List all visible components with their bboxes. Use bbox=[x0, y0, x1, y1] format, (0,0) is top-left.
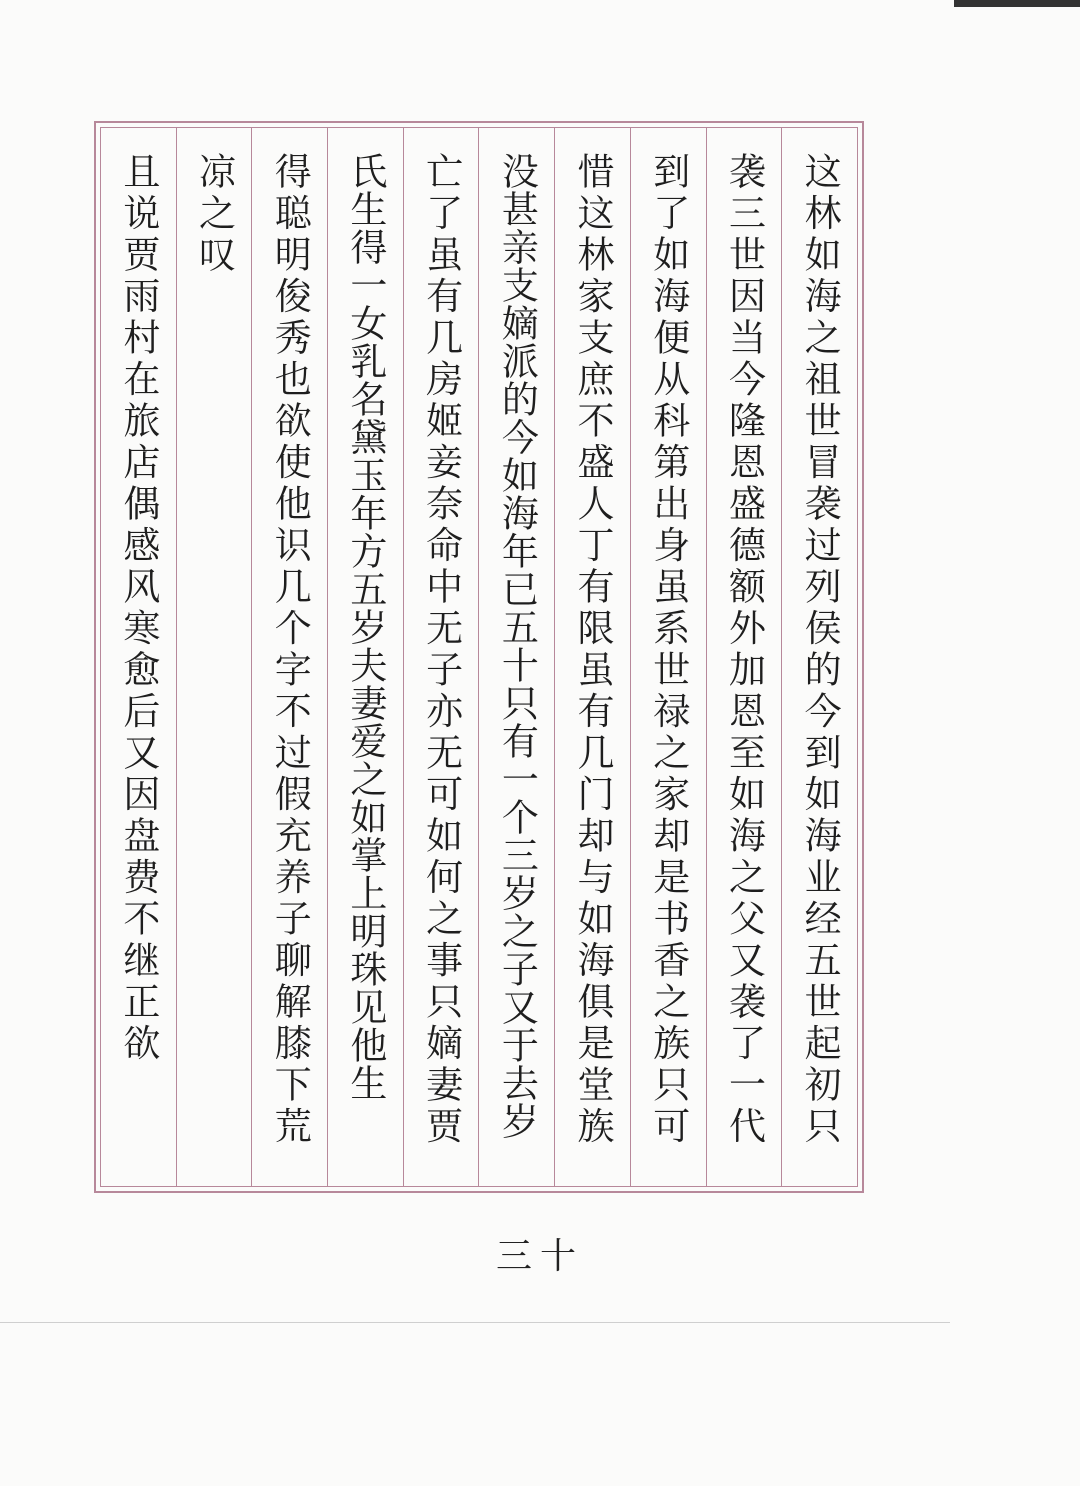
text-column-3 bbox=[630, 128, 706, 1186]
column-text: 没甚亲支嫡派的今如海年已五十只有一个三岁之子又于去岁 bbox=[495, 152, 539, 1140]
text-column-2 bbox=[706, 128, 782, 1186]
text-column-10 bbox=[101, 128, 176, 1186]
column-text: 这林如海之祖世冒袭过列侯的今到如海业经五世起初只 bbox=[798, 152, 842, 1148]
manuscript-grid bbox=[100, 127, 858, 1187]
text-column-8 bbox=[251, 128, 327, 1186]
column-text: 氏生得一女乳名黛玉年方五岁夫妻爱之如掌上明珠见他生 bbox=[343, 152, 387, 1102]
bottom-divider bbox=[0, 1322, 950, 1323]
column-text: 得聪明俊秀也欲使他识几个字不过假充养子聊解膝下荒 bbox=[268, 152, 312, 1148]
text-column-9 bbox=[176, 128, 252, 1186]
column-text: 惜这林家支庶不盛人丁有限虽有几门却与如海俱是堂族 bbox=[571, 152, 615, 1148]
column-text: 且说贾雨村在旅店偶感风寒愈后又因盘费不继正欲 bbox=[116, 152, 160, 1065]
column-text: 凉之叹 bbox=[192, 152, 236, 277]
text-column-7 bbox=[327, 128, 403, 1186]
column-text: 到了如海便从科第出身虽系世禄之家却是书香之族只可 bbox=[646, 152, 690, 1148]
text-column-5 bbox=[478, 128, 554, 1186]
text-column-1 bbox=[781, 128, 857, 1186]
column-text: 亡了虽有几房姬妾奈命中无子亦无可如何之事只嫡妻贾 bbox=[419, 152, 463, 1148]
text-column-4 bbox=[554, 128, 630, 1186]
text-column-6 bbox=[403, 128, 479, 1186]
scan-edge-mark bbox=[954, 0, 1080, 7]
page-number: 三十 bbox=[495, 1236, 584, 1277]
column-text: 袭三世因当今隆恩盛德额外加恩至如海之父又袭了一代 bbox=[722, 152, 766, 1148]
